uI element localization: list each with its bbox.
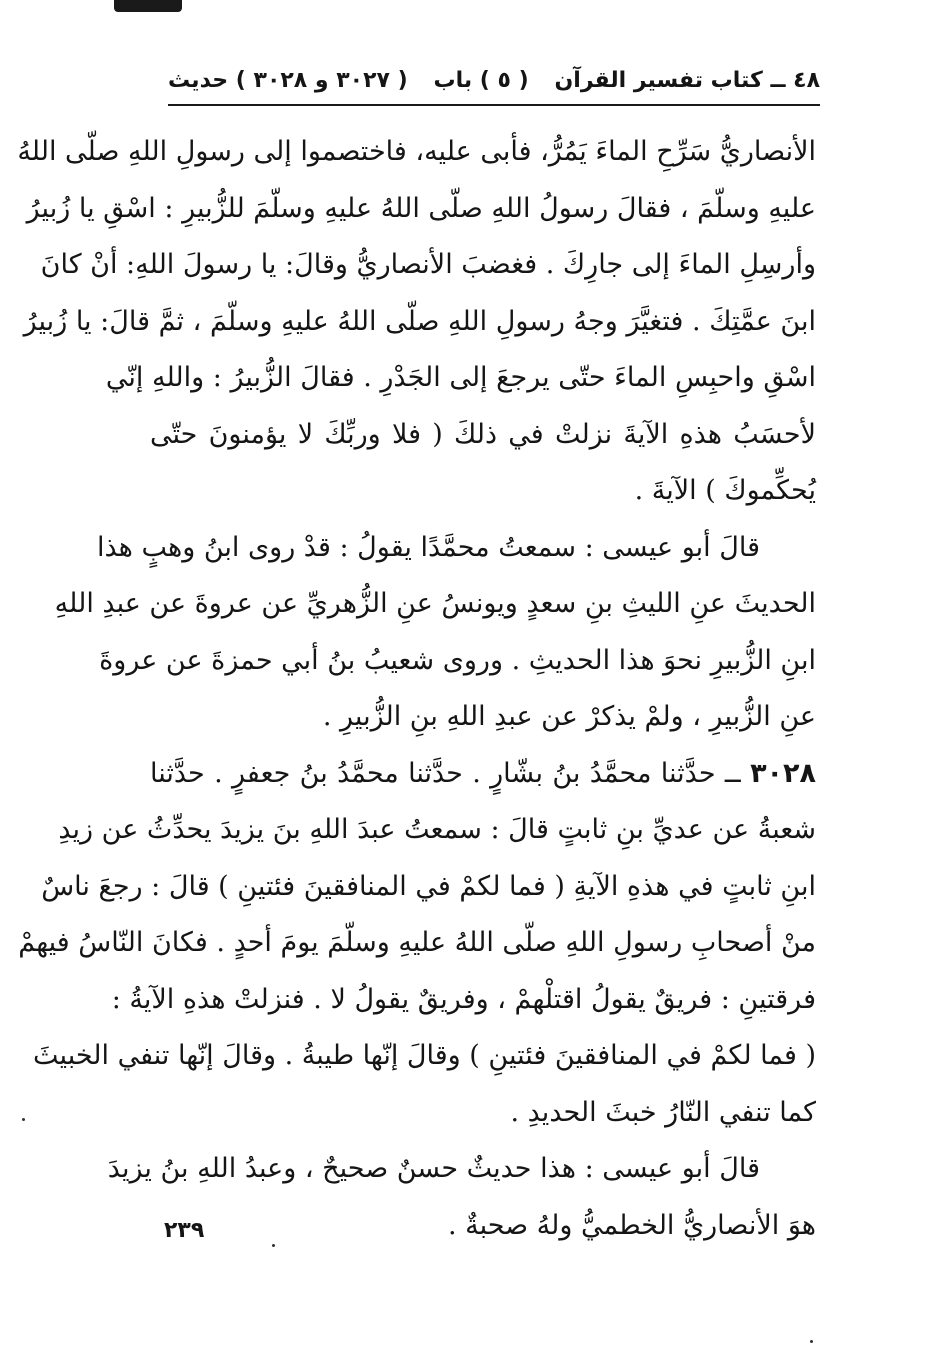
hadith-dash: ــ [715,757,751,789]
header-divider [168,104,820,106]
scan-speck [22,1118,25,1121]
hadith-start-line [150,746,816,803]
text-line: وأرسِلِ الماءَ إلى جارِكَ . فغضبَ الأنصاريُّ وقالَ: يا رسولَ اللهِ: أنْ كانَ [40,249,816,280]
text-line: منْ أصحابِ رسولِ اللهِ صلّى اللهُ عليهِ وسلّمَ يومَ أحدٍ . فكانَ النّاسُ فيهمْ [18,927,816,958]
page-number: ٢٣٩ [164,1218,205,1243]
text-line: ابنِ ثابتٍ في هذهِ الآيةِ ( فما لكمْ في المنافقينَ فئتينِ ) قالَ : رجعَ ناسٌ [41,870,816,902]
text-line: كما تنفي النّارُ خبثَ الحديدِ . [510,1096,816,1128]
text-line: عنِ الزُّبيرِ ، ولمْ يذكرْ عن عبدِ اللهِ بنِ الزُّبيرِ . [322,701,816,732]
hadith-number: ٣٠٢٨ [750,757,816,789]
top-edge-mark [114,0,182,12]
text-line: عليهِ وسلّمَ ، فقالَ رسولُ اللهِ صلّى اللهُ عليهِ وسلّمَ للزُّبيرِ : اسْقِ يا زُبيرُ [26,192,816,224]
text-line: ابنِ الزُّبيرِ نحوَ هذا الحديثِ . وروى شعيبُ بنُ أبي حمزةَ عن عروةَ [99,644,816,676]
text-line: قالَ أبو عيسى : سمعتُ محمَّدًا يقولُ : قدْ روى ابنُ وهبٍ هذا [97,531,760,563]
page-body [17,124,816,1254]
header-chapter: ( ٥ ) باب [433,67,529,93]
hadith-opening: حدَّثنا محمَّدُ بنُ بشّارٍ . حدَّثنا محمَّدُ بنُ جعفرٍ . حدَّثنا [150,757,716,789]
text-line: الأنصاريُّ سَرِّحِ الماءَ يَمُرُّ، فأبى عليه، فاختصموا إلى رسولِ اللهِ صلّى اللهُ [17,136,816,167]
scan-speck [272,1244,275,1247]
text-line: قالَ أبو عيسى : هذا حديثٌ حسنٌ صحيحٌ ، وعبدُ اللهِ بنُ يزيدَ [107,1153,760,1184]
text-line: فرقتينِ : فريقٌ يقولُ اقتلْهمْ ، وفريقٌ يقولُ لا . فنزلتْ هذهِ الآيةُ : [111,983,816,1015]
text-line: لأحسَبُ هذهِ الآيةَ نزلتْ في ذلكَ ( فلا وربِّكَ لا يؤمنونَ حتّى [150,418,816,450]
text-line: اسْقِ واحبِسِ الماءَ حتّى يرجعَ إلى الجَدْرِ . فقالَ الزُّبيرُ : واللهِ إنّي [105,362,816,393]
scan-speck [810,1340,813,1343]
text-line: هوَ الأنصاريُّ الخطميُّ ولهُ صحبةٌ . [447,1209,816,1241]
text-line: الحديثَ عنِ الليثِ بنِ سعدٍ ويونسُ عنِ الزُّهريِّ عن عروةَ عن عبدِ اللهِ [54,588,816,619]
page-header [168,58,820,102]
text-line: ابنَ عمَّتِكَ . فتغيَّرَ وجهُ رسولِ اللهِ صلّى اللهُ عليهِ وسلّمَ ، ثمَّ قالَ: يا زُبيرُ [23,305,816,337]
header-book-title: ٤٨ ــ كتاب تفسير القرآن [554,67,820,93]
header-hadith-range: ( ٣٠٢٧ و ٣٠٢٨ ) حديث [168,67,408,93]
text-line: ( فما لكمْ في المنافقينَ فئتينِ ) وقالَ إنّها طيبةُ . وقالَ إنّها تنفي الخبيثَ [33,1040,816,1071]
text-line: شعبةُ عن عديِّ بنِ ثابتٍ قالَ : سمعتُ عبدَ اللهِ بنَ يزيدَ يحدِّثُ عن زيدِ [58,814,816,845]
text-line: يُحكِّموكَ ) الآيةَ . [634,475,816,506]
